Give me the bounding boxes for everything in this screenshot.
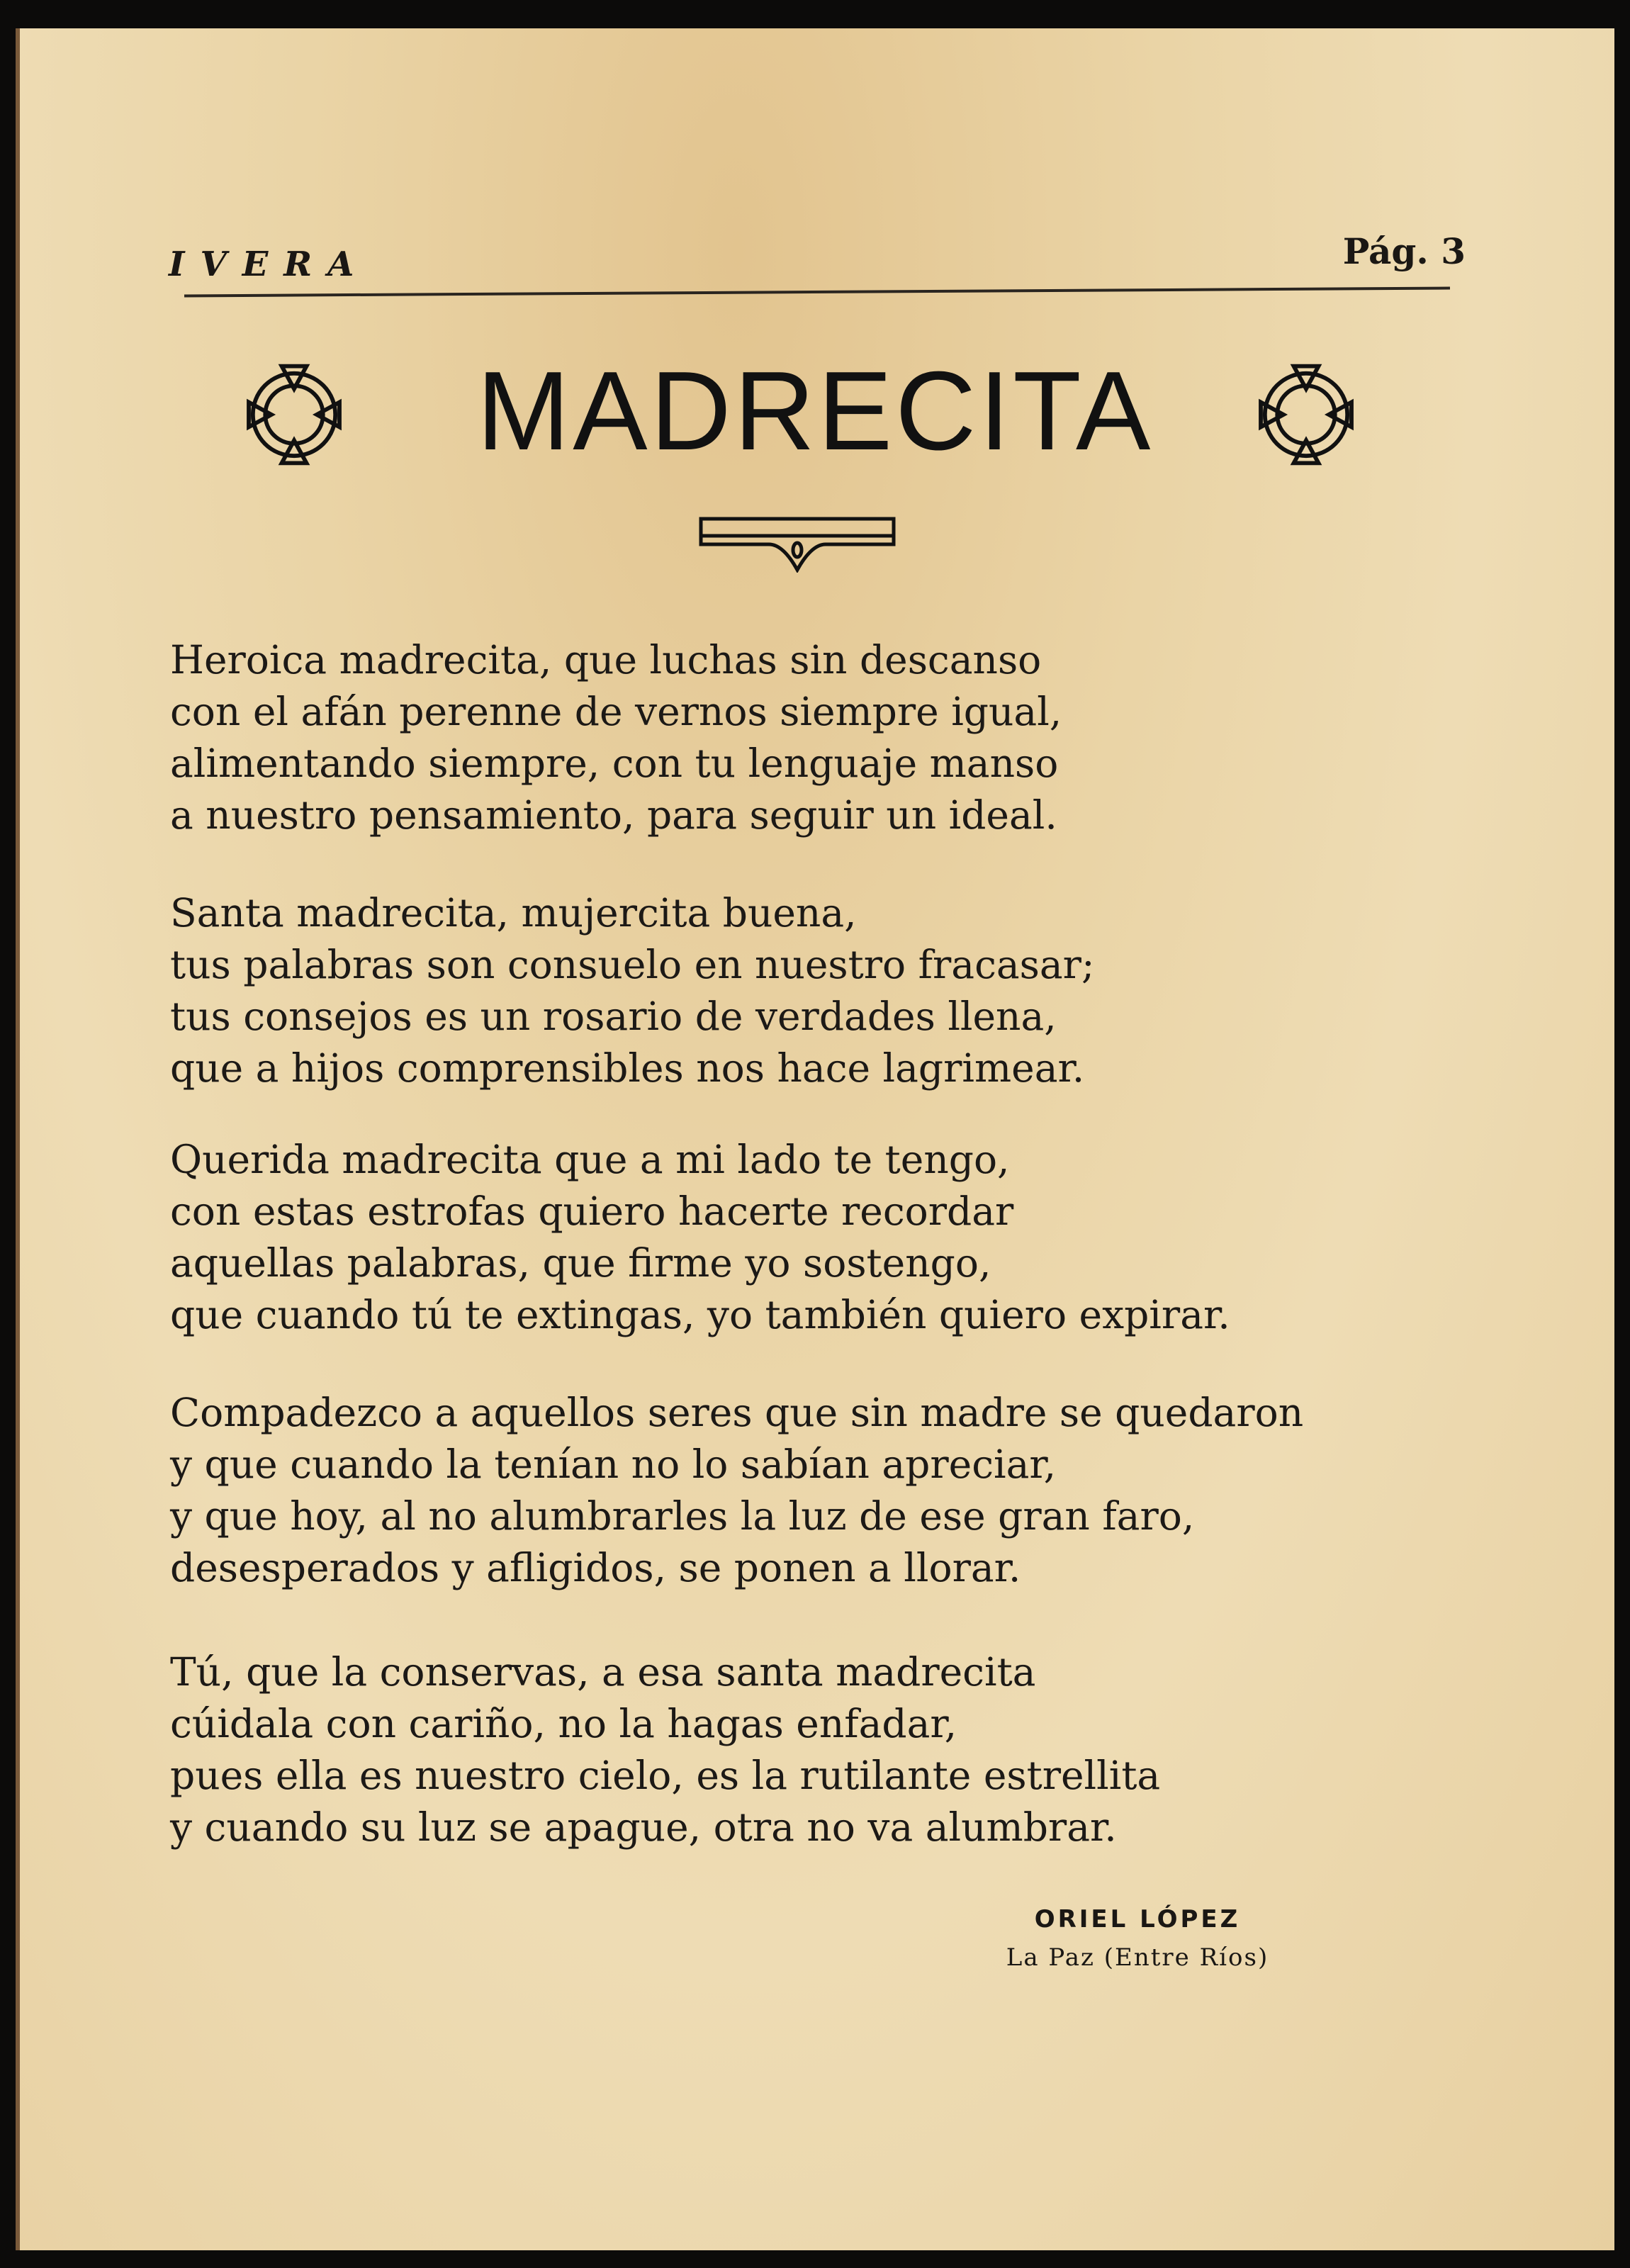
verse-line: cúidala con cariño, no la hagas enfadar, [170,1701,957,1746]
author-place: La Paz (Entre Ríos) [1006,1943,1269,1972]
verse-line: tus consejos es un rosario de verdades llena, [170,994,1057,1039]
verse-line: alimentando siempre, con tu lenguaje manso [170,741,1059,786]
verse-line: con el afán perenne de vernos siempre igual, [170,689,1062,734]
verse-line: a nuestro pensamiento, para seguir un ideal. [170,792,1057,838]
header-rule [184,287,1450,298]
verse-line: y que cuando la tenían no lo sabían apreciar, [170,1442,1057,1487]
verse-line: aquellas palabras, que firme yo sostengo, [170,1240,991,1286]
page-number: Pág. 3 [1342,230,1466,272]
verse-line: que a hijos comprensibles nos hace lagrimear. [170,1045,1085,1091]
verse-line: y cuando su luz se apague, otra no va alumbrar. [170,1804,1117,1850]
stanza-3 [170,1134,1230,1341]
verse-line: tus palabras son consuelo en nuestro fracasar; [170,942,1095,987]
verse-line: Tú, que la conservas, a esa santa madrecita [170,1649,1036,1695]
verse-line: Compadezco a aquellos seres que sin madre se quedaron [170,1390,1304,1435]
celtic-ring-ornament-icon [1253,358,1359,471]
verse-line: Querida madrecita que a mi lado te tengo, [170,1137,1010,1182]
verse-line: que cuando tú te extingas, yo también quiero expirar. [170,1292,1230,1337]
verse-line: con estas estrofas quiero hacerte recordar [170,1189,1014,1234]
stanza-5 [170,1646,1160,1853]
verse-line: Heroica madrecita, que luchas sin descanso [170,637,1042,683]
verse-line: pues ella es nuestro cielo, es la rutilante estrellita [170,1753,1161,1798]
stanza-4 [170,1387,1303,1594]
stanza-2 [170,887,1095,1094]
verse-line: desesperados y afligidos, se ponen a llorar. [170,1545,1021,1590]
verse-line: Santa madrecita, mujercita buena, [170,890,857,936]
poem-title: MADRECITA [476,349,1154,473]
publication-name: IVERA [169,245,370,284]
author-name: ORIEL LÓPEZ [1034,1905,1241,1933]
divider-ornament-icon [698,516,896,573]
verse-line: y que hoy, al no alumbrarles la luz de ese gran faro, [170,1493,1195,1539]
stanza-1 [170,634,1062,841]
